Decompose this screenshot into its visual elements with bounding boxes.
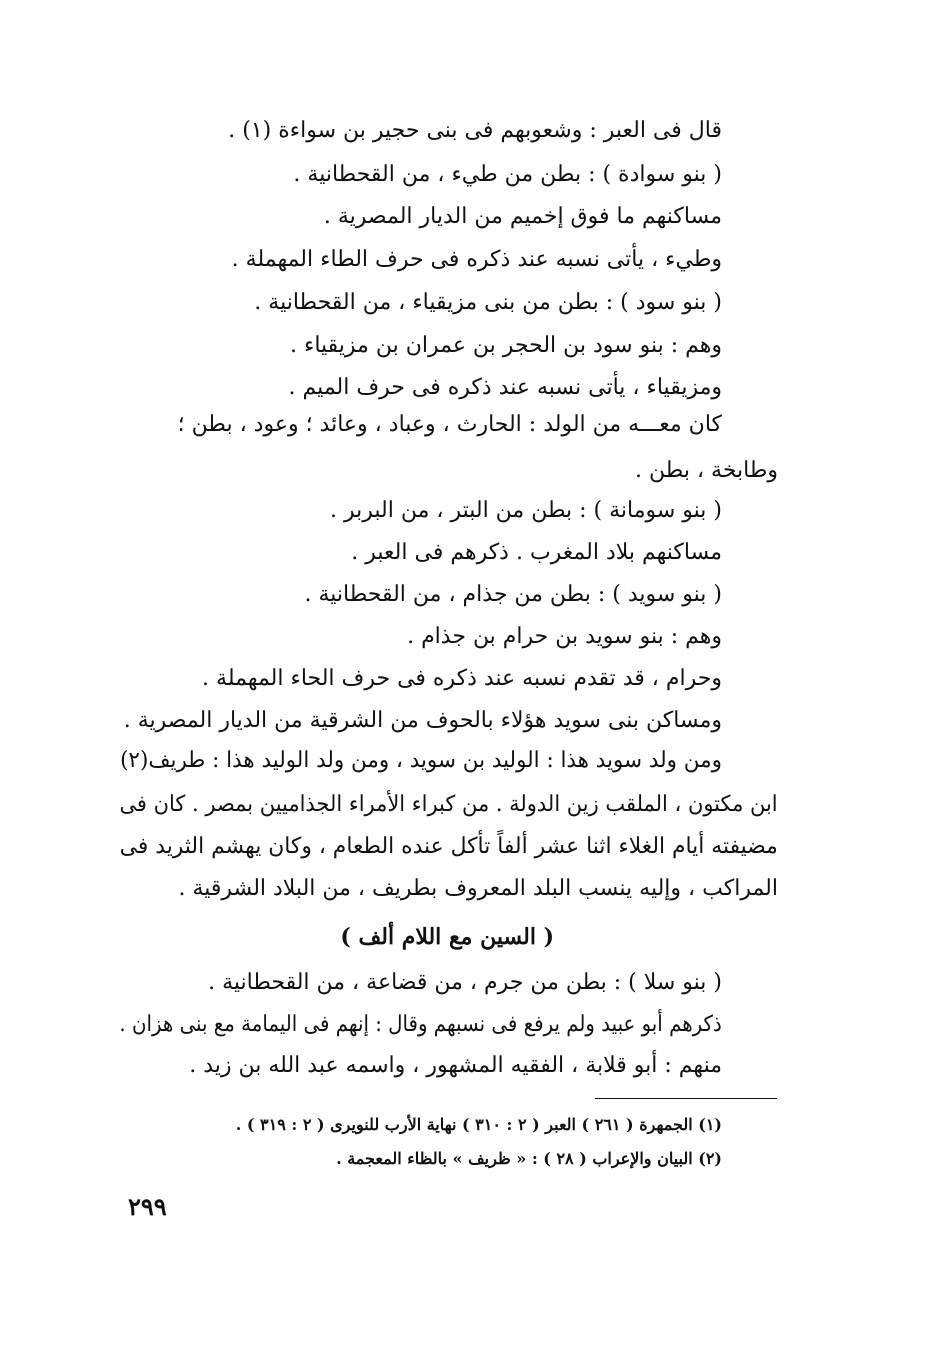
text-line: المراكب ، وإليه ينسب البلد المعروف بطريف ، من البلاد الشرقية .	[178, 876, 778, 901]
text-line: ومزيقياء ، يأتى نسبه عند ذكره فى حرف الميم .	[288, 375, 722, 400]
text-line: ومساكن بنى سويد هؤلاء بالحوف من الشرقية من الديار المصرية .	[123, 708, 722, 733]
text-line: وطابخة ، بطن .	[635, 458, 778, 483]
text-line: ومن ولد سويد هذا : الوليد بن سويد ، ومن ولد الوليد هذا : طريف(٢)	[120, 748, 722, 773]
text-line: مساكنهم ما فوق إخميم من الديار المصرية .	[323, 204, 722, 229]
text-line: وهم : بنو سويد بن حرام بن جذام .	[407, 624, 722, 649]
text-line: مضيفته أيام الغلاء اثنا عشر ألفاً تأكل عنده الطعام ، وكان يهشم الثريد فى	[119, 834, 778, 859]
page-number: ٢٩٩	[128, 1192, 167, 1221]
text-line: قال فى العبر : وشعوبهم فى بنى حجير بن سواءة (١) .	[228, 118, 722, 143]
text-line: وطيء ، يأتى نسبه عند ذكره فى حرف الطاء المهملة .	[231, 247, 722, 272]
text-line: ( بنو سويد ) : بطن من جذام ، من القحطانية .	[304, 582, 722, 607]
text-line: كان معـــه من الولد : الحارث ، وعباد ، وعائد ؛ وعود ، بطن ؛	[177, 412, 722, 437]
text-line: ( بنو سومانة ) : بطن من البتر ، من البربر .	[330, 498, 722, 523]
text-line: ( بنو سلا ) : بطن من جرم ، من قضاعة ، من القحطانية .	[208, 970, 722, 995]
text-line: ( بنو سود ) : بطن من بنى مزيقياء ، من القحطانية .	[254, 290, 722, 315]
footnote-separator	[595, 1098, 777, 1099]
text-line: منهم : أبو قلابة ، الفقيه المشهور ، واسمه عبد الله بن زيد .	[189, 1053, 722, 1078]
text-line: وهم : بنو سود بن الحجر بن عمران بن مزيقياء .	[289, 333, 722, 358]
footnote: (٢) البيان والإعراب ( ٢٨ ) : « ظريف » بالظاء المعجمة .	[336, 1149, 722, 1168]
text-line: ذكرهم أبو عبيد ولم يرفع فى نسبهم وقال : إنهم فى اليمامة مع بنى هزان .	[119, 1012, 722, 1037]
text-line: ( بنو سوادة ) : بطن من طيء ، من القحطانية .	[293, 162, 722, 187]
footnote: (١) الجمهرة ( ٢٦١ ) العبر ( ٢ : ٣١٠ ) نهاية الأرب للنويرى ( ٢ : ٣١٩ ) .	[235, 1115, 722, 1134]
text-line: وحرام ، قد تقدم نسبه عند ذكره فى حرف الحاء المهملة .	[202, 666, 722, 691]
text-line: ابن مكتون ، الملقب زين الدولة . من كبراء الأمراء الجذاميين بمصر . كان فى	[119, 792, 778, 817]
section-heading: ( السين مع اللام ألف )	[340, 924, 554, 950]
text-line: مساكنهم بلاد المغرب . ذكرهم فى العبر .	[351, 540, 722, 565]
